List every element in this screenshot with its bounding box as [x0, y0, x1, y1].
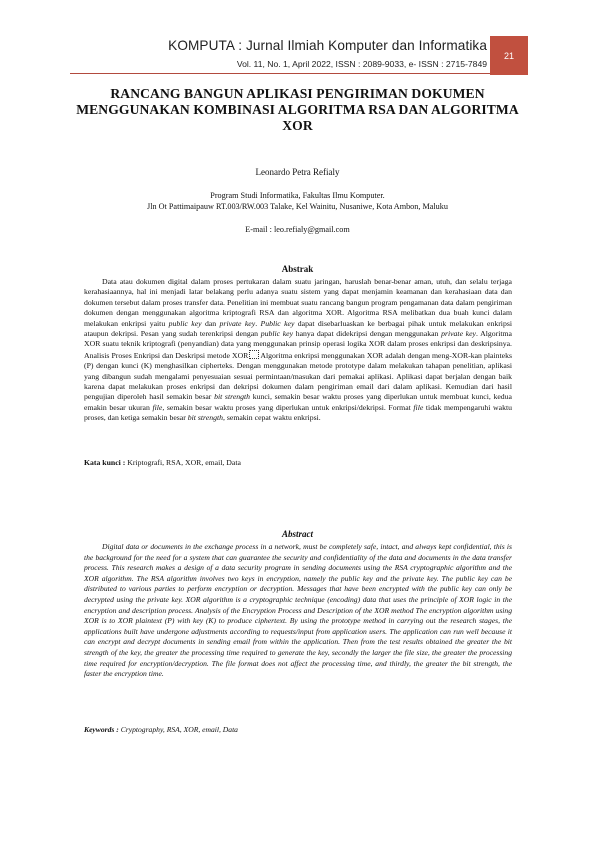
paper-title: RANCANG BANGUN APLIKASI PENGIRIMAN DOKUMEN MENGGUNAKAN KOMBINASI ALGORITMA RSA DAN ALGORITMA XOR — [76, 86, 519, 133]
abstract-body: Digital data or documents in the exchange process in a network, must be completely safe, intact, and always kept confidential, this is the background for the need for a system that can guarantee the security and confidentiality of the data and documents in the data transfer process. This research makes a design of a data security program in sending documents using the RSA cryptographic algorithm and the XOR algorithm. The RSA algorithm involves two keys in encryption, namely the public key and the private key. The public key can be distributed to various parties to perform encryption or decryption. Messages that have been encrypted with the public key can only be decrypted using the private key. XOR algorithm is a cryptographic technique (encoding) data that uses the principle of XOR logic in the encryption and description process. Analysis of the Encryption Process and Description of the XOR method The encryption algorithm using XOR is to XOR plaintext (P) with key (K) to produce ciphertext. By using the prototype method in carrying out the research stages, the applications built have undergone adjustments according to requests/input from application users. The application can run well because it can encrypt and decrypt documents in sending email from within the application. Then from the test results obtained the greater the bit strength of the key, the greater the processing time required to generate the key, secondly the larger the file size, the greater the processing time required for encryption/decryption. The file format does not affect the processing time, and thirdly, the greater the bit strength, the faster the encryption time. — [84, 542, 512, 679]
keywords-label: Keywords : — [84, 725, 119, 734]
abstract-heading: Abstract — [281, 529, 313, 539]
abstrak-body: Data atau dokumen digital dalam proses pertukaran dalam suatu jaringan, haruslah benar-benar aman, utuh, dan selalu terjaga kerahasiaannya, hal ini menjadi latar belakang perlu adanya suatu sistem yang dapat menjamin keamanan dan kerahasiaan data dan dokumen tersebut dalam proses transfer data. Penelitian ini membuat suatu rancang bangun program pengamanan data dalam pengiriman dokumen dengan menggunakan algoritma kriptografi RSA dan algoritma XOR. Algoritma RSA melibatkan dua buah kunci dalam melakukan enkripsi yaitu public key dan private key. Public key dapat disebarluaskan ke berbagai pihak untuk melakukan enkripsi ataupun dekripsi. Pesan yang sudah terenkripsi dengan public key hanya dapat didekripsi dengan menggunakan private key. Algoritma XOR suatu teknik kriptografi (penyandian) data yang menggunakan prinsip operasi logika XOR dalam proses enkripsi dan deskripsinya. Analisis Proses Enkripsi dan Deskripsi metode XOR Algoritma enkripsi menggunakan XOR adalah dengan meng-XOR-kan plainteks (P) dengan kunci (K) menghasilkan cipherteks. Dengan menggunakan metode prototype dalam melakukan tahapan penelitian, aplikasi yang dibangun sudah mengalami penyesuaian sesuai permintaan/masukan dari pemakai aplikasi. Aplikasi dapat berjalan dengan baik karena dapat melakukan proses enkripsi dan dekripsi dokumen dalam pengiriman email dari dalam aplikasi. Kemudian dari hasil pengujian diperoleh hasil semakin besar bit strength kunci, semakin besar waktu proses yang diperlukan untuk membuat kunci, kedua emakin besar ukuran file, semakin besar waktu proses yang diperlukan untuk enkripsi/dekripsi. Format file tidak mempengaruhi waktu proses, dan ketiga semakin besar bit strength, semakin cepat waktu enkripsi. — [84, 277, 512, 423]
kata-kunci-text: Kriptografi, RSA, XOR, email, Data — [125, 458, 241, 467]
abstrak-heading: Abstrak — [281, 264, 314, 274]
affiliation-line-2: Jln Ot Pattimaipauw RT.003/RW.003 Talake, Kel Wainitu, Nusaniwe, Kota Ambon, Maluku — [147, 202, 448, 211]
journal-info: Vol. 11, No. 1, April 2022, ISSN : 2089-9033, e- ISSN : 2715-7849 — [236, 59, 487, 69]
journal-name: KOMPUTA : Jurnal Ilmiah Komputer dan Informatika — [168, 38, 487, 53]
author-name: Leonardo Petra Refialy — [255, 167, 340, 177]
header-divider — [70, 73, 490, 74]
kata-kunci-label: Kata kunci : — [84, 458, 126, 467]
keywords — [84, 725, 512, 734]
kata-kunci — [84, 458, 512, 467]
affiliation-line-1: Program Studi Informatika, Fakultas Ilmu Komputer. — [210, 191, 385, 200]
author-email: E-mail : leo.refialy@gmail.com — [245, 225, 350, 234]
page-header — [0, 0, 595, 80]
missing-glyph-icon — [249, 350, 259, 359]
page-number-tab — [490, 36, 528, 75]
keywords-text: Cryptography, RSA, XOR, email, Data — [118, 725, 238, 734]
page-number: 21 — [503, 50, 514, 61]
